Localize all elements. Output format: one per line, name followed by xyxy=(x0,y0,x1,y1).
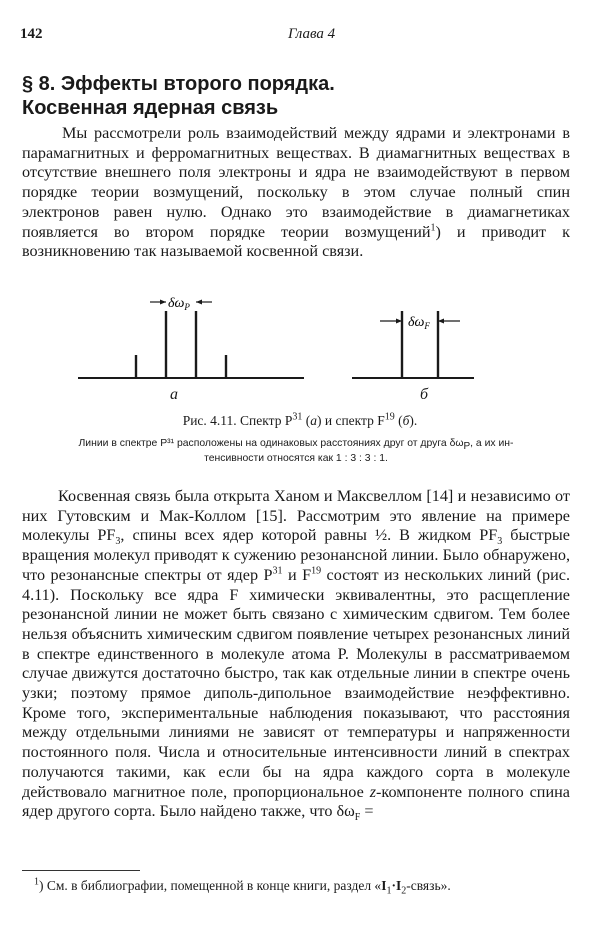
section-title-line-2: Косвенная ядерная связь xyxy=(22,97,279,119)
footnote-divider xyxy=(22,870,140,871)
spectrum-a-lines xyxy=(136,311,226,377)
caption-a: а xyxy=(310,413,317,428)
paragraph-main: Косвенная связь была открыта Ханом и Максвеллом [14] и независимо от них Гутовским и Мак-Коллом [15]. Рассмотрим это явление на примере молекулы $PF_3$, спины всех ядер которой равны ½. В жидком $PF_3$ быстрые вращения молекул приводят к сужению резонансной линии. Было обнаружено, что резонансные спектры от ядер $P^{31}$ и $F^{19}$ состоят из нескольких линий (рис. 4.11). Поскольку все ядра F химически эквивалентны, это расщепление резонансной линии не может быть связано с химическим сдвигом. Тем более нельзя объяснить химическим сдвигом появление четырех резонансных линий в спектре единственного в молекуле атома P. Молекулы в рассматриваемом случае движутся достаточно быстро, так как отдельные линии в спектре очень узки; поэтому прямое диполь-дипольное взаимодействие неэффективно. Кроме того, экспериментальные наблюдения показывают, что расстояния между отдельными линиями не зависят от температуры и напряженности постоянного поля. Числа и относительные интенсивности линий в спектрах получаются такими, как если бы на ядра каждого сорта в молекуле действовало магнитное поле, пропорциональное z-компоненте полного спина ядер другого сорта. Было найдено также, что $\delta\omega_F$ = xyxy=(22,487,570,824)
caption-text-1: Рис. 4.11. Спектр P xyxy=(182,413,293,428)
footnote-mark: 1 xyxy=(34,876,39,888)
spectrum-plot xyxy=(70,286,490,386)
figure-note-line-2: тенсивности относятся как 1 : 3 : 3 : 1. xyxy=(204,453,388,464)
page-header xyxy=(20,26,568,46)
paragraph-intro-text-end: ) и приводит к возникновению так называемой косвенной связи. xyxy=(22,222,570,261)
paragraph-intro xyxy=(22,124,570,262)
spacing-label-b: $\delta\omega_F$ xyxy=(408,315,430,331)
figure-label-b: б xyxy=(420,386,429,403)
caption-sup-1: 31 xyxy=(292,411,303,423)
half-fraction: ½ xyxy=(374,526,388,545)
figure-note-line-1: Линии в спектре P³¹ расположены на одинаковых расстояниях друг от друга $\delta\omega_P$, а их ин- xyxy=(78,438,514,453)
figure-label-a: а xyxy=(170,386,178,403)
figure-caption xyxy=(0,413,600,429)
figure-4-11 xyxy=(70,286,490,410)
footnote-ref-mark: 1 xyxy=(430,222,436,234)
caption-b: б xyxy=(402,413,410,428)
caption-text-2: ( xyxy=(302,413,311,428)
caption-text-4: ( xyxy=(394,413,403,428)
section-title-line-1: § 8. Эффекты второго порядка. xyxy=(22,73,335,95)
spacing-label-a: $\delta\omega_P$ xyxy=(168,296,190,312)
footnote: $^1$) См. в библиографии, помещенной в конце книги, раздел «$I_1\cdot I_2$-связь». xyxy=(34,876,451,897)
page-number: 142 xyxy=(20,26,43,42)
caption-text-5: ). xyxy=(409,413,418,428)
caption-sup-2: 19 xyxy=(384,411,395,423)
section-title xyxy=(22,72,562,120)
caption-text-3: ) и спектр F xyxy=(316,413,385,428)
running-head: Глава 4 xyxy=(288,26,336,42)
spacing-marker-b xyxy=(380,315,460,331)
spacing-marker-a xyxy=(150,296,212,312)
figure-note xyxy=(22,436,570,466)
paragraph-intro-text: Мы рассмотрели роль взаимодействий между ядрами и электронами в парамагнитных и ферромагнитных веществах. В диамагнитных веществах в отсутствие внешнего поля электроны и ядра не взаимодействуют в первом порядке теории возмущений, поскольку в этом случае полный спин электронов равен нулю. Однако это взаимодействие в диамагнетиках появляется во втором порядке теории возмущений xyxy=(22,124,570,241)
